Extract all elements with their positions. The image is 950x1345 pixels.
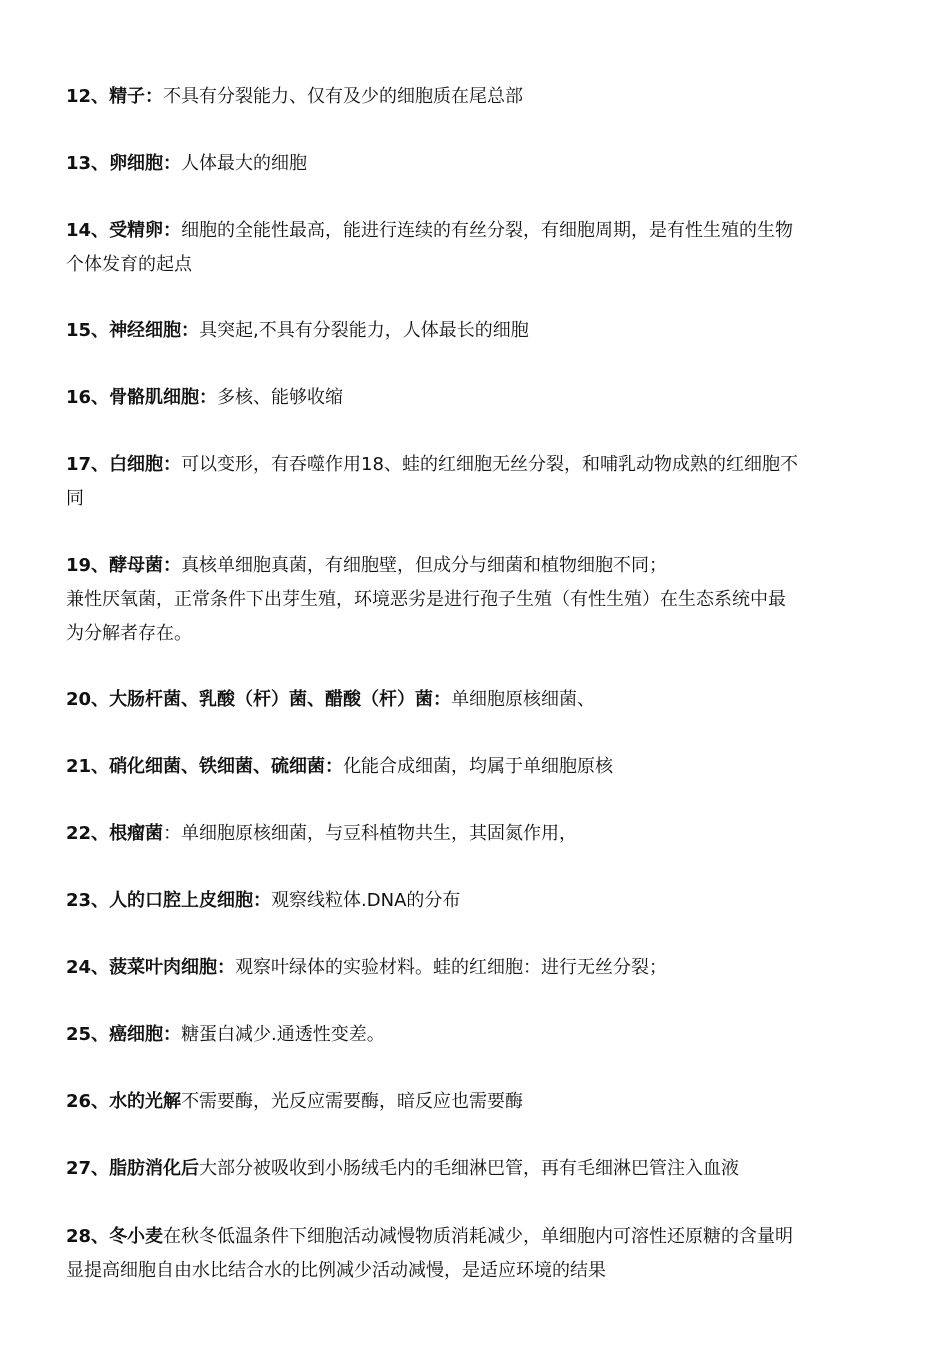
item-14 (66, 214, 888, 282)
item-21 (66, 750, 888, 784)
item-term: 精子： (109, 86, 164, 107)
item-term: 神经细胞： (109, 320, 200, 341)
item-term: 大肠杆菌、乳酸（杆）菌、醋酸（杆）菌： (109, 689, 452, 710)
item-number: 15、 (66, 320, 110, 341)
item-text: 具突起,不具有分裂能力，人体最长的细胞 (199, 320, 529, 341)
item-number: 26、 (66, 1091, 110, 1112)
item-number: 14、 (66, 220, 110, 241)
item-20 (66, 683, 888, 717)
item-term: 硝化细菌、铁细菌、硫细菌： (109, 756, 344, 777)
item-term: 人的口腔上皮细胞： (109, 890, 272, 911)
item-term: 水的光解 (109, 1091, 182, 1112)
item-text: 不需要酶，光反应需要酶，暗反应也需要酶 (181, 1091, 524, 1112)
item-number: 24、 (66, 957, 110, 978)
item-24 (66, 951, 888, 985)
item-number: 12、 (66, 86, 110, 107)
item-25 (66, 1018, 888, 1052)
item-text: 观察线粒体.DNA的分布 (271, 890, 461, 911)
item-term: 酵母菌： (109, 555, 182, 576)
item-number: 16、 (66, 387, 110, 408)
item-27 (66, 1152, 888, 1186)
item-number: 28、 (66, 1226, 110, 1247)
item-23 (66, 884, 888, 918)
item-number: 25、 (66, 1024, 110, 1045)
item-26 (66, 1085, 888, 1119)
item-number: 13、 (66, 153, 110, 174)
item-text-continued: 同 (66, 488, 84, 509)
item-text: 不具有分裂能力、仅有及少的细胞质在尾总部 (163, 86, 524, 107)
item-text: 糖蛋白减少.通透性变差。 (181, 1024, 385, 1045)
item-19 (66, 549, 888, 651)
item-text: 单细胞原核细菌、 (451, 689, 596, 710)
item-13 (66, 147, 888, 181)
item-text-continued: 显提高细胞自由水比结合水的比例减少活动减慢，是适应环境的结果 (66, 1260, 606, 1281)
item-text: 细胞的全能性最高，能进行连续的有丝分裂，有细胞周期，是有性生殖的生物 (181, 220, 794, 241)
item-text: 在秋冬低温条件下细胞活动减慢物质消耗减少，单细胞内可溶性还原糖的含量明 (163, 1226, 794, 1247)
item-number: 22、 (66, 823, 110, 844)
item-text-continued: 个体发育的起点 (66, 254, 192, 275)
item-term: 冬小麦 (109, 1226, 164, 1247)
item-text: 多核、能够收缩 (217, 387, 344, 408)
item-term: 白细胞： (109, 454, 182, 475)
item-text-continued-2: 为分解者存在。 (66, 623, 192, 644)
item-term: 卵细胞： (109, 153, 182, 174)
item-17 (66, 448, 888, 516)
item-12 (66, 80, 888, 114)
item-text: 真核单细胞真菌，有细胞壁，但成分与细菌和植物细胞不同； (181, 555, 668, 576)
item-term: 骨骼肌细胞： (109, 387, 218, 408)
item-text: 可以变形，有吞噬作用18、蛙的红细胞无丝分裂，和哺乳动物成熟的红细胞不 (181, 454, 798, 475)
item-term: 受精卵： (109, 220, 182, 241)
item-text-continued: 兼性厌氧菌，正常条件下出芽生殖，环境恶劣是进行孢子生殖（有性生殖）在生态系统中最 (66, 589, 786, 610)
item-text: 人体最大的细胞 (181, 153, 308, 174)
item-number: 17、 (66, 454, 110, 475)
item-28 (66, 1220, 888, 1288)
item-term: 脂肪消化后 (109, 1158, 200, 1179)
item-16 (66, 381, 888, 415)
item-text: 观察叶绿体的实验材料。蛙的红细胞：进行无丝分裂； (235, 957, 668, 978)
item-number: 19、 (66, 555, 110, 576)
item-term: 根瘤菌 (109, 823, 164, 844)
item-text: 大部分被吸收到小肠绒毛内的毛细淋巴管，再有毛细淋巴管注入血液 (199, 1158, 740, 1179)
item-number: 20、 (66, 689, 110, 710)
item-22 (66, 817, 888, 851)
item-15 (66, 314, 888, 348)
item-number: 27、 (66, 1158, 110, 1179)
item-text: 化能合成细菌，均属于单细胞原核 (343, 756, 614, 777)
item-text: ：单细胞原核细菌，与豆科植物共生，其固氮作用， (163, 823, 578, 844)
item-term: 菠菜叶肉细胞： (109, 957, 236, 978)
item-number: 21、 (66, 756, 110, 777)
item-number: 23、 (66, 890, 110, 911)
item-term: 癌细胞： (109, 1024, 182, 1045)
